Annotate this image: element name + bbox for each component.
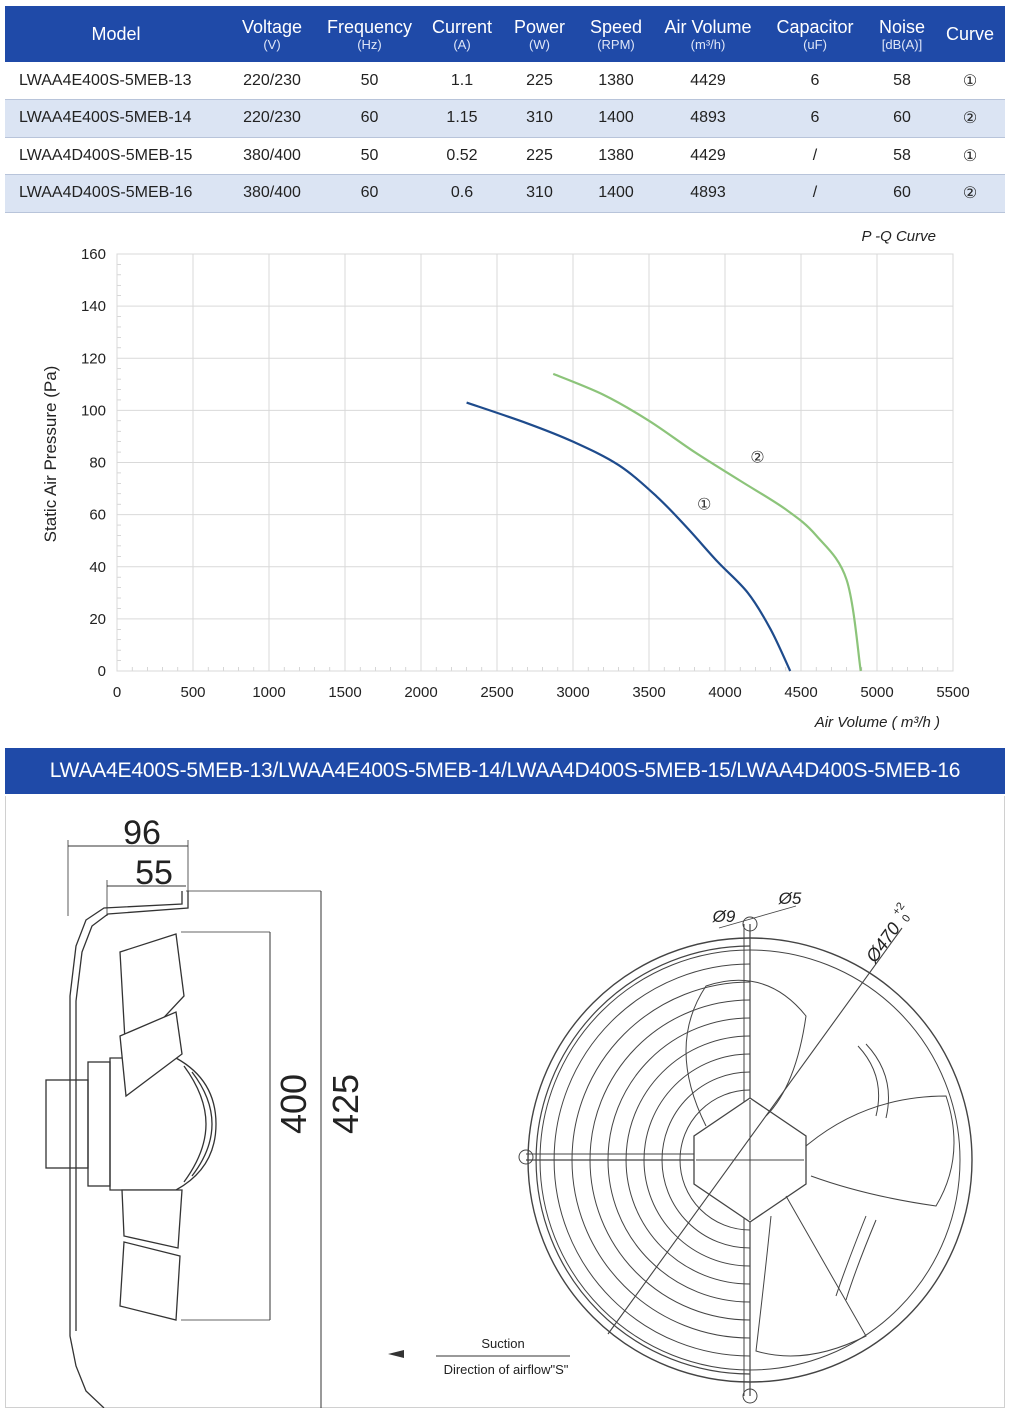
cell-curve: ② <box>962 110 978 128</box>
cell-speed: 1380 <box>598 146 634 164</box>
cell-current: 0.6 <box>450 184 474 202</box>
dim-55: 55 <box>135 854 173 892</box>
x-tick-label: 4500 <box>784 684 818 701</box>
cell-frequency: 60 <box>360 109 379 127</box>
table-row <box>5 62 1005 100</box>
dim-d470: Ø470 <box>862 918 905 967</box>
dim-tolerance-lower: 0 <box>899 912 914 925</box>
cell-noise: 58 <box>893 71 911 89</box>
cell-capacitor: / <box>812 184 818 202</box>
x-tick-label: 500 <box>180 684 206 701</box>
cell-air-volume: 4893 <box>690 184 726 202</box>
header-voltage: Voltage (V) <box>241 16 303 52</box>
cell-curve: ① <box>962 72 978 90</box>
header-air-volume: Air Volume (m³/h) <box>664 16 752 52</box>
cell-voltage: 220/230 <box>243 71 301 89</box>
cell-air-volume: 4429 <box>690 71 726 89</box>
cell-capacitor: 6 <box>810 109 820 127</box>
cell-power: 310 <box>526 109 553 127</box>
y-tick-label: 40 <box>89 558 106 576</box>
cell-frequency: 60 <box>360 184 379 202</box>
cell-voltage: 380/400 <box>243 184 301 202</box>
pq-chart-svg <box>0 214 1010 744</box>
dim-d9: Ø9 <box>712 907 736 926</box>
cell-capacitor: / <box>812 146 818 164</box>
dim-425: 425 <box>325 1073 366 1135</box>
x-tick-label: 2500 <box>480 684 514 701</box>
cell-noise: 60 <box>893 184 911 202</box>
dim-400: 400 <box>273 1073 314 1135</box>
x-tick-label: 5500 <box>936 684 970 701</box>
dim-tolerance-upper: +2 <box>890 900 908 918</box>
cell-power: 225 <box>526 71 553 89</box>
cell-voltage: 380/400 <box>243 146 301 164</box>
x-tick-label: 2000 <box>404 684 438 701</box>
y-tick-label: 120 <box>80 350 106 368</box>
series-label-2: ② <box>750 447 765 467</box>
header-speed: Speed (RPM) <box>589 16 643 52</box>
y-tick-label: 160 <box>80 246 106 263</box>
cell-speed: 1400 <box>598 184 634 202</box>
x-tick-label: 1500 <box>328 684 362 701</box>
y-tick-label: 0 <box>97 663 106 680</box>
cell-speed: 1400 <box>598 109 634 127</box>
table-row <box>5 175 1005 213</box>
cell-capacitor: 6 <box>810 71 820 89</box>
header-noise: Noise [dB(A)] <box>878 16 926 52</box>
cell-frequency: 50 <box>360 71 379 89</box>
cell-model: LWAA4E400S-5MEB-14 <box>19 109 192 127</box>
series-label-1: ① <box>697 494 712 514</box>
y-tick-label: 60 <box>89 506 106 524</box>
cell-power: 225 <box>526 146 553 164</box>
y-axis-label: Static Air Pressure (Pa) <box>41 365 60 543</box>
cell-noise: 60 <box>893 109 911 127</box>
cell-curve: ① <box>962 147 978 165</box>
header-model: Model <box>91 24 141 44</box>
cell-air-volume: 4429 <box>690 146 726 164</box>
dim-96: 96 <box>123 814 161 852</box>
x-tick-label: 3500 <box>632 684 666 701</box>
airflow-label: Direction of airflow"S" <box>443 1362 569 1377</box>
airflow-arrow-icon <box>388 1350 404 1358</box>
y-tick-label: 80 <box>89 454 106 472</box>
cell-current: 1.15 <box>446 109 478 127</box>
cell-current: 1.1 <box>450 71 474 89</box>
dim-d5: Ø5 <box>778 889 802 908</box>
dimension-drawing-svg <box>6 796 1006 1408</box>
cell-air-volume: 4893 <box>690 109 726 127</box>
model-banner: LWAA4E400S-5MEB-13/LWAA4E400S-5MEB-14/LWAA4D400S-5MEB-15/LWAA4D400S-5MEB-16 <box>5 748 1005 794</box>
cell-current: 0.52 <box>446 146 478 164</box>
pq-chart <box>0 214 1010 744</box>
y-tick-label: 140 <box>80 298 106 316</box>
spec-table <box>5 6 1005 213</box>
header-frequency: Frequency (Hz) <box>326 16 413 52</box>
cell-voltage: 220/230 <box>243 109 301 127</box>
cell-model: LWAA4D400S-5MEB-16 <box>19 184 193 202</box>
y-tick-label: 20 <box>89 610 106 628</box>
dimension-drawing <box>5 796 1005 1408</box>
table-header-row <box>5 6 1005 62</box>
x-axis-label: Air Volume ( m³/h ) <box>814 714 940 731</box>
table-row <box>5 137 1005 175</box>
header-curve: Curve <box>945 24 994 44</box>
header-current: Current (A) <box>431 16 493 52</box>
fan-front-view <box>519 906 972 1403</box>
header-power: Power (W) <box>513 16 566 52</box>
chart-title: P -Q Curve <box>861 228 936 245</box>
cell-noise: 58 <box>893 146 911 164</box>
x-tick-label: 4000 <box>708 684 742 701</box>
cell-speed: 1380 <box>598 71 634 89</box>
cell-power: 310 <box>526 184 553 202</box>
cell-model: LWAA4D400S-5MEB-15 <box>19 146 193 164</box>
cell-frequency: 50 <box>360 146 379 164</box>
y-tick-label: 100 <box>80 402 106 420</box>
header-capacitor: Capacitor (uF) <box>776 16 854 52</box>
cell-model: LWAA4E400S-5MEB-13 <box>19 71 192 89</box>
x-tick-label: 5000 <box>860 684 894 701</box>
x-tick-label: 3000 <box>556 684 590 701</box>
dim-d470-group <box>859 900 917 967</box>
suction-label: Suction <box>481 1336 525 1351</box>
table-row <box>5 100 1005 138</box>
cell-curve: ② <box>962 185 978 203</box>
x-tick-label: 0 <box>112 684 122 701</box>
x-tick-label: 1000 <box>252 684 286 701</box>
